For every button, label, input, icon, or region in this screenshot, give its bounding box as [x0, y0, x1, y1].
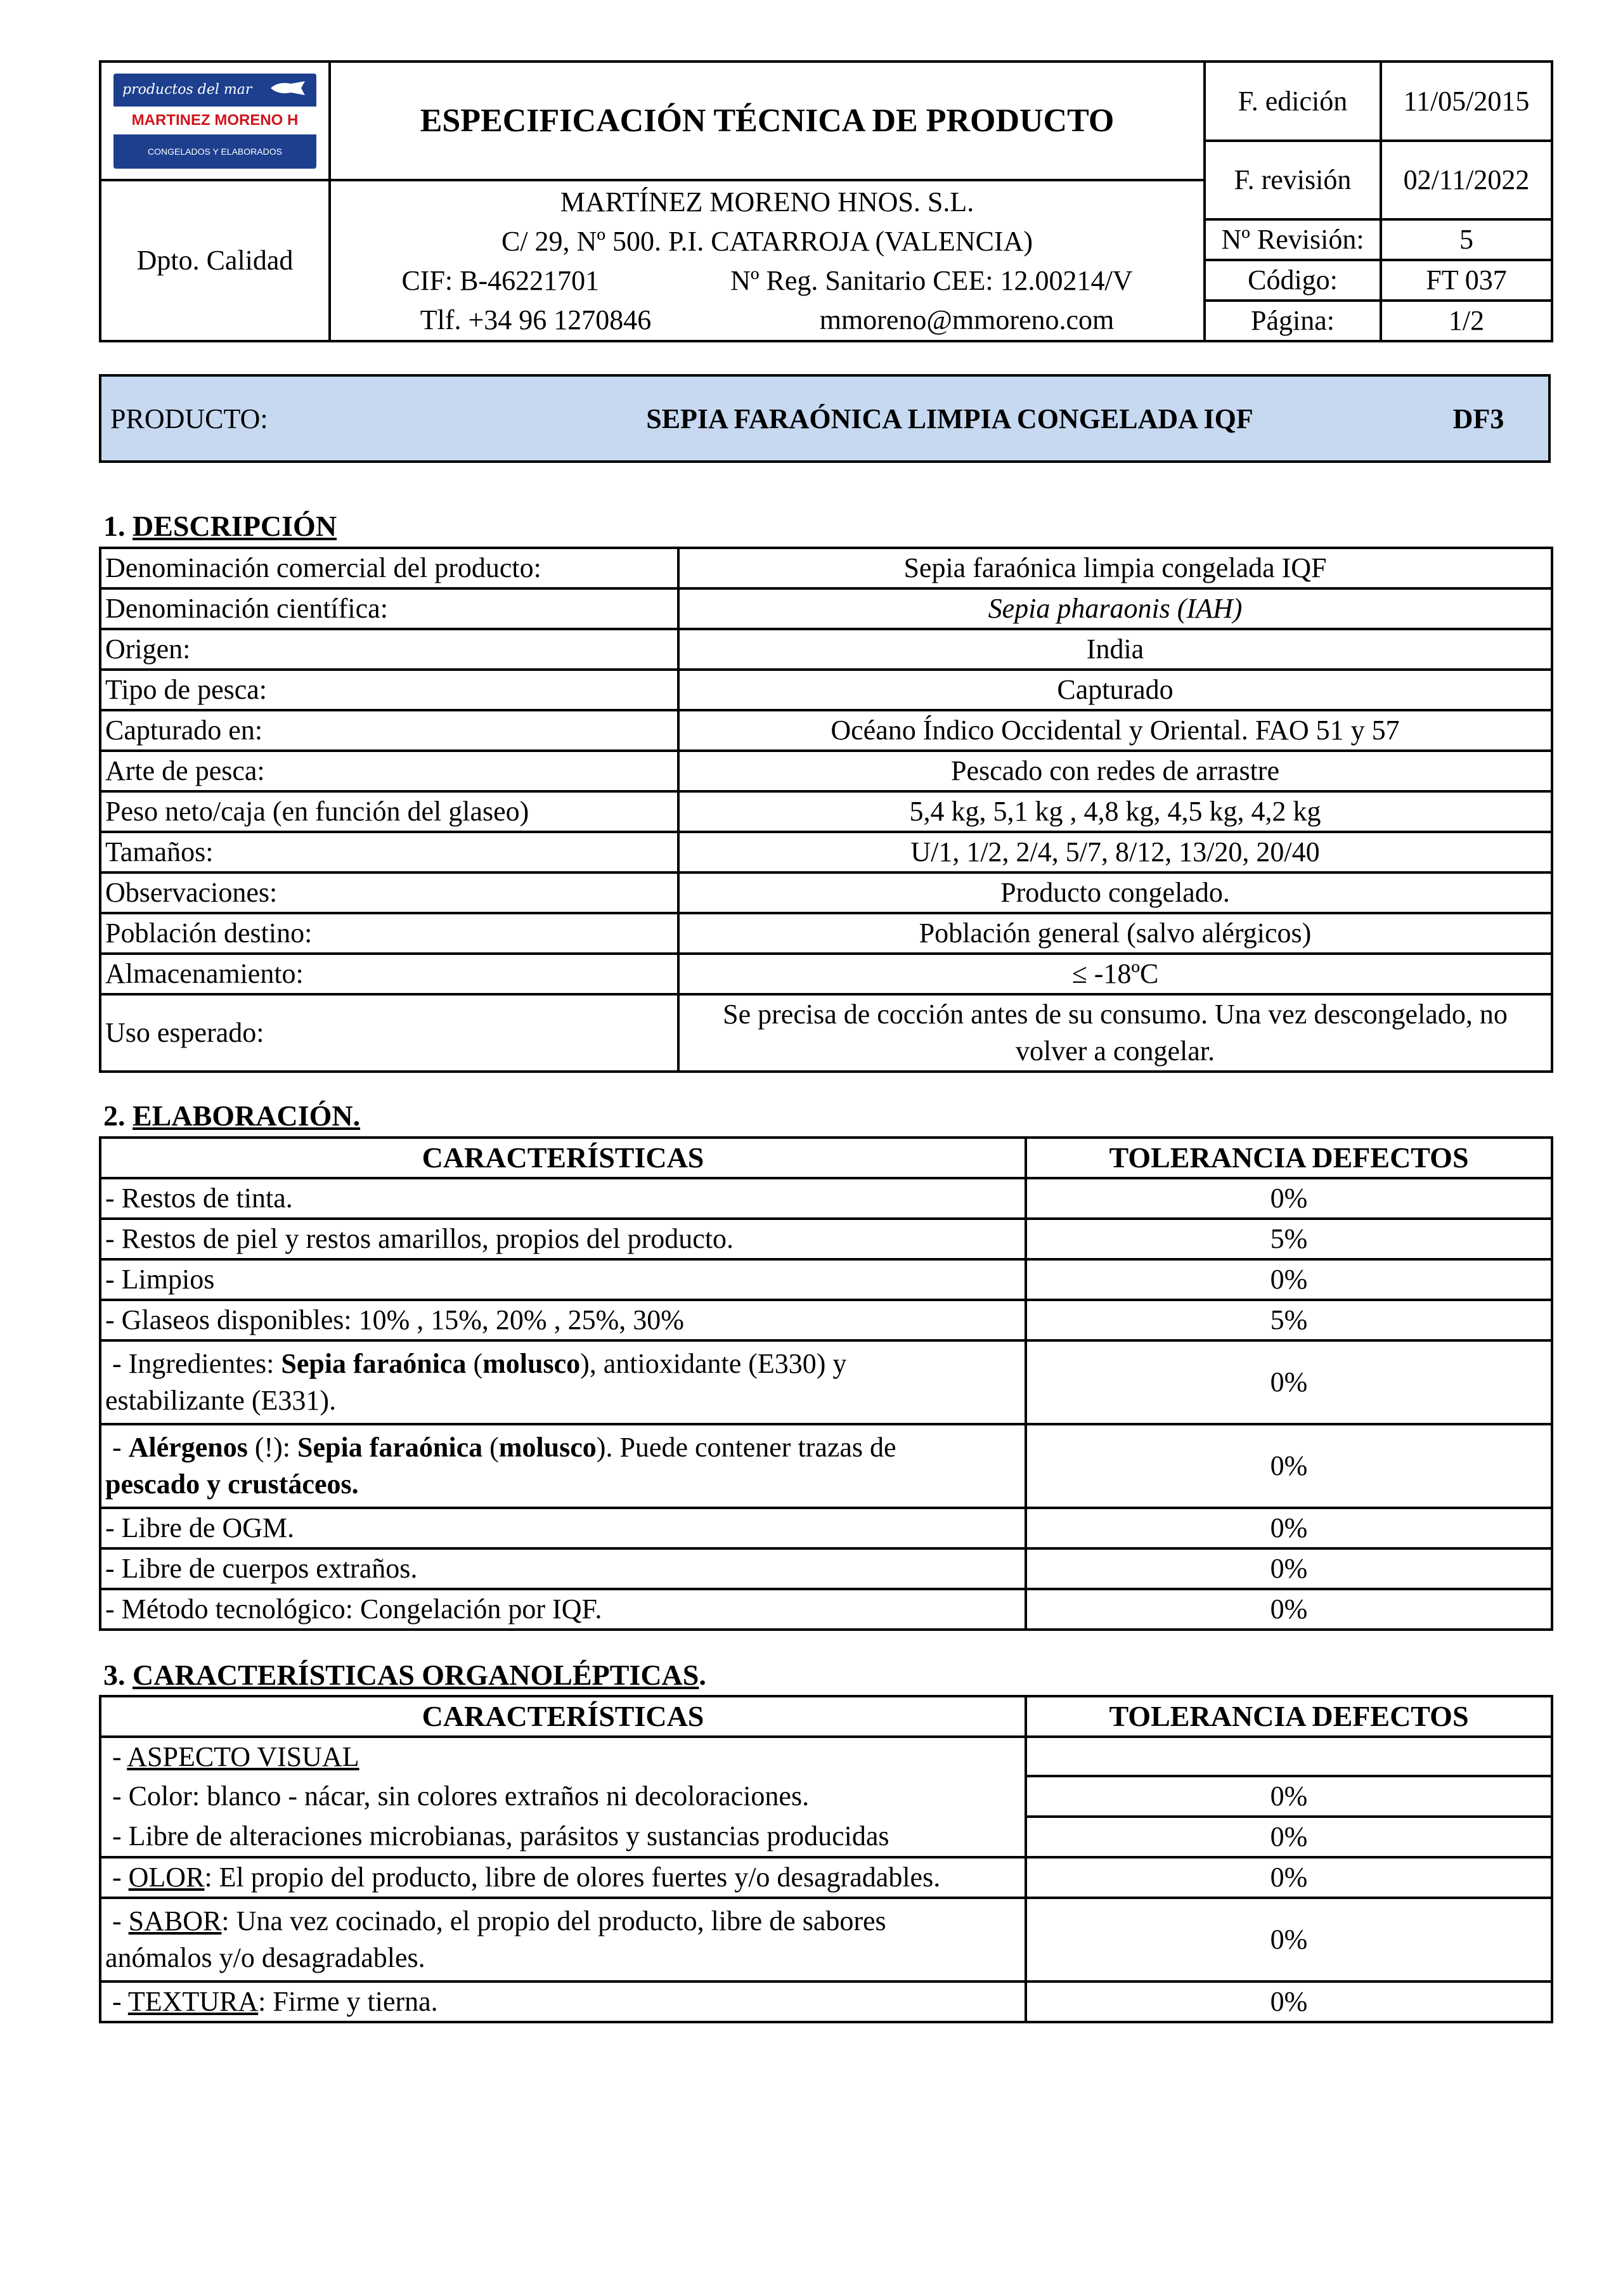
table-row: - TEXTURA: Firme y tierna. 0%: [100, 1981, 1552, 2022]
company-email: mmoreno@mmoreno.com: [819, 304, 1115, 335]
table-row: Uso esperado: Se precisa de cocción antes de su consumo. Una vez descongelado, no volver a congelar.: [100, 994, 1552, 1072]
page-value: 1/2: [1381, 301, 1552, 341]
company-logo: productos del mar MARTINEZ MORENO H CONGELADOS Y ELABORADOS: [113, 74, 316, 169]
table-row: - Alérgenos (!): Sepia faraónica (molusco). Puede contener trazas de pescado y crustáceos. 0%: [100, 1424, 1552, 1508]
table-row: - OLOR: El propio del producto, libre de olores fuertes y/o desagradables. 0%: [100, 1857, 1552, 1898]
table-row: Arte de pesca: Pescado con redes de arrastre: [100, 751, 1552, 791]
document-header: [99, 60, 1553, 342]
revision-number-label: Nº Revisión:: [1205, 219, 1381, 260]
column-header: CARACTERÍSTICAS: [100, 1138, 1026, 1178]
table-row: - Glaseos disponibles: 10% , 15%, 20% , 25%, 30% 5%: [100, 1300, 1552, 1340]
company-name: MARTÍNEZ MORENO HNOS. S.L.: [560, 186, 974, 217]
table-row: - Libre de cuerpos extraños. 0%: [100, 1548, 1552, 1589]
revision-label: F. revisión: [1205, 141, 1381, 219]
table-row: Observaciones: Producto congelado.: [100, 872, 1552, 913]
table-row: Origen: India: [100, 629, 1552, 670]
product-label: PRODUCTO:: [110, 403, 268, 434]
table-row: - Color: blanco - nácar, sin colores extraños ni decoloraciones. 0%: [100, 1776, 1552, 1817]
table-row: Población destino: Población general (salvo alérgicos): [100, 913, 1552, 954]
table-row: - Libre de OGM. 0%: [100, 1508, 1552, 1548]
document-title: ESPECIFICACIÓN TÉCNICA DE PRODUCTO: [330, 62, 1205, 180]
company-cif: CIF: B-46221701: [401, 265, 600, 296]
code-label: Código:: [1205, 260, 1381, 301]
table-row: - Limpios 0%: [100, 1259, 1552, 1300]
company-address: C/ 29, Nº 500. P.I. CATARROJA (VALENCIA): [501, 226, 1033, 257]
organoleptic-table: [99, 1695, 1553, 2023]
revision-date: 02/11/2022: [1381, 141, 1552, 219]
table-row: - SABOR: Una vez cocinado, el propio del producto, libre de sabores anómalos y/o desagradables. 0%: [100, 1898, 1552, 1981]
elaboration-table: [99, 1136, 1553, 1631]
department: Dpto. Calidad: [100, 180, 330, 341]
page-label: Página:: [1205, 301, 1381, 341]
company-info: [330, 180, 1205, 341]
section-title-organolepticas: 3. CARACTERÍSTICAS ORGANOLÉPTICAS.: [103, 1659, 706, 1691]
edition-label: F. edición: [1205, 62, 1381, 141]
table-row: - Libre de alteraciones microbianas, parásitos y sustancias producidas 0%: [100, 1817, 1552, 1857]
company-phone: Tlf. +34 96 1270846: [420, 304, 652, 335]
sanitary-registry: Nº Reg. Sanitario CEE: 12.00214/V: [730, 265, 1133, 296]
squid-icon: [269, 80, 307, 100]
description-table: [99, 547, 1553, 1073]
table-header-row: [100, 1138, 1552, 1178]
column-header: CARACTERÍSTICAS: [100, 1696, 1026, 1737]
product-code: DF3: [1452, 403, 1504, 434]
section-title-descripcion: 1. DESCRIPCIÓN: [103, 510, 337, 542]
table-row: - Ingredientes: Sepia faraónica (molusco), antioxidante (E330) y estabilizante (E331). 0%: [100, 1340, 1552, 1424]
product-banner: [99, 374, 1551, 463]
column-header: TOLERANCIA DEFECTOS: [1026, 1138, 1552, 1178]
table-row: Peso neto/caja (en función del glaseo) 5,4 kg, 5,1 kg , 4,8 kg, 4,5 kg, 4,2 kg: [100, 791, 1552, 832]
revision-number: 5: [1381, 219, 1552, 260]
table-row: Denominación científica: Sepia pharaonis (IAH): [100, 588, 1552, 629]
table-row: - Restos de tinta. 0%: [100, 1178, 1552, 1219]
product-name: SEPIA FARAÓNICA LIMPIA CONGELADA IQF: [646, 403, 1253, 434]
company-logo-cell: [100, 62, 330, 180]
column-header: TOLERANCIA DEFECTOS: [1026, 1696, 1552, 1737]
table-row: Capturado en: Océano Índico Occidental y Oriental. FAO 51 y 57: [100, 710, 1552, 751]
section-title-elaboracion: 2. ELABORACIÓN.: [103, 1099, 361, 1132]
table-row: - Método tecnológico: Congelación por IQF. 0%: [100, 1589, 1552, 1630]
table-row: - ASPECTO VISUAL: [100, 1737, 1552, 1776]
edition-date: 11/05/2015: [1381, 62, 1552, 141]
code-value: FT 037: [1381, 260, 1552, 301]
table-row: - Restos de piel y restos amarillos, propios del producto. 5%: [100, 1219, 1552, 1259]
table-row: Tipo de pesca: Capturado: [100, 670, 1552, 710]
table-row: Denominación comercial del producto: Sepia faraónica limpia congelada IQF: [100, 548, 1552, 588]
table-row: Almacenamiento: ≤ -18ºC: [100, 954, 1552, 994]
table-row: Tamaños: U/1, 1/2, 2/4, 5/7, 8/12, 13/20, 20/40: [100, 832, 1552, 872]
table-header-row: [100, 1696, 1552, 1737]
